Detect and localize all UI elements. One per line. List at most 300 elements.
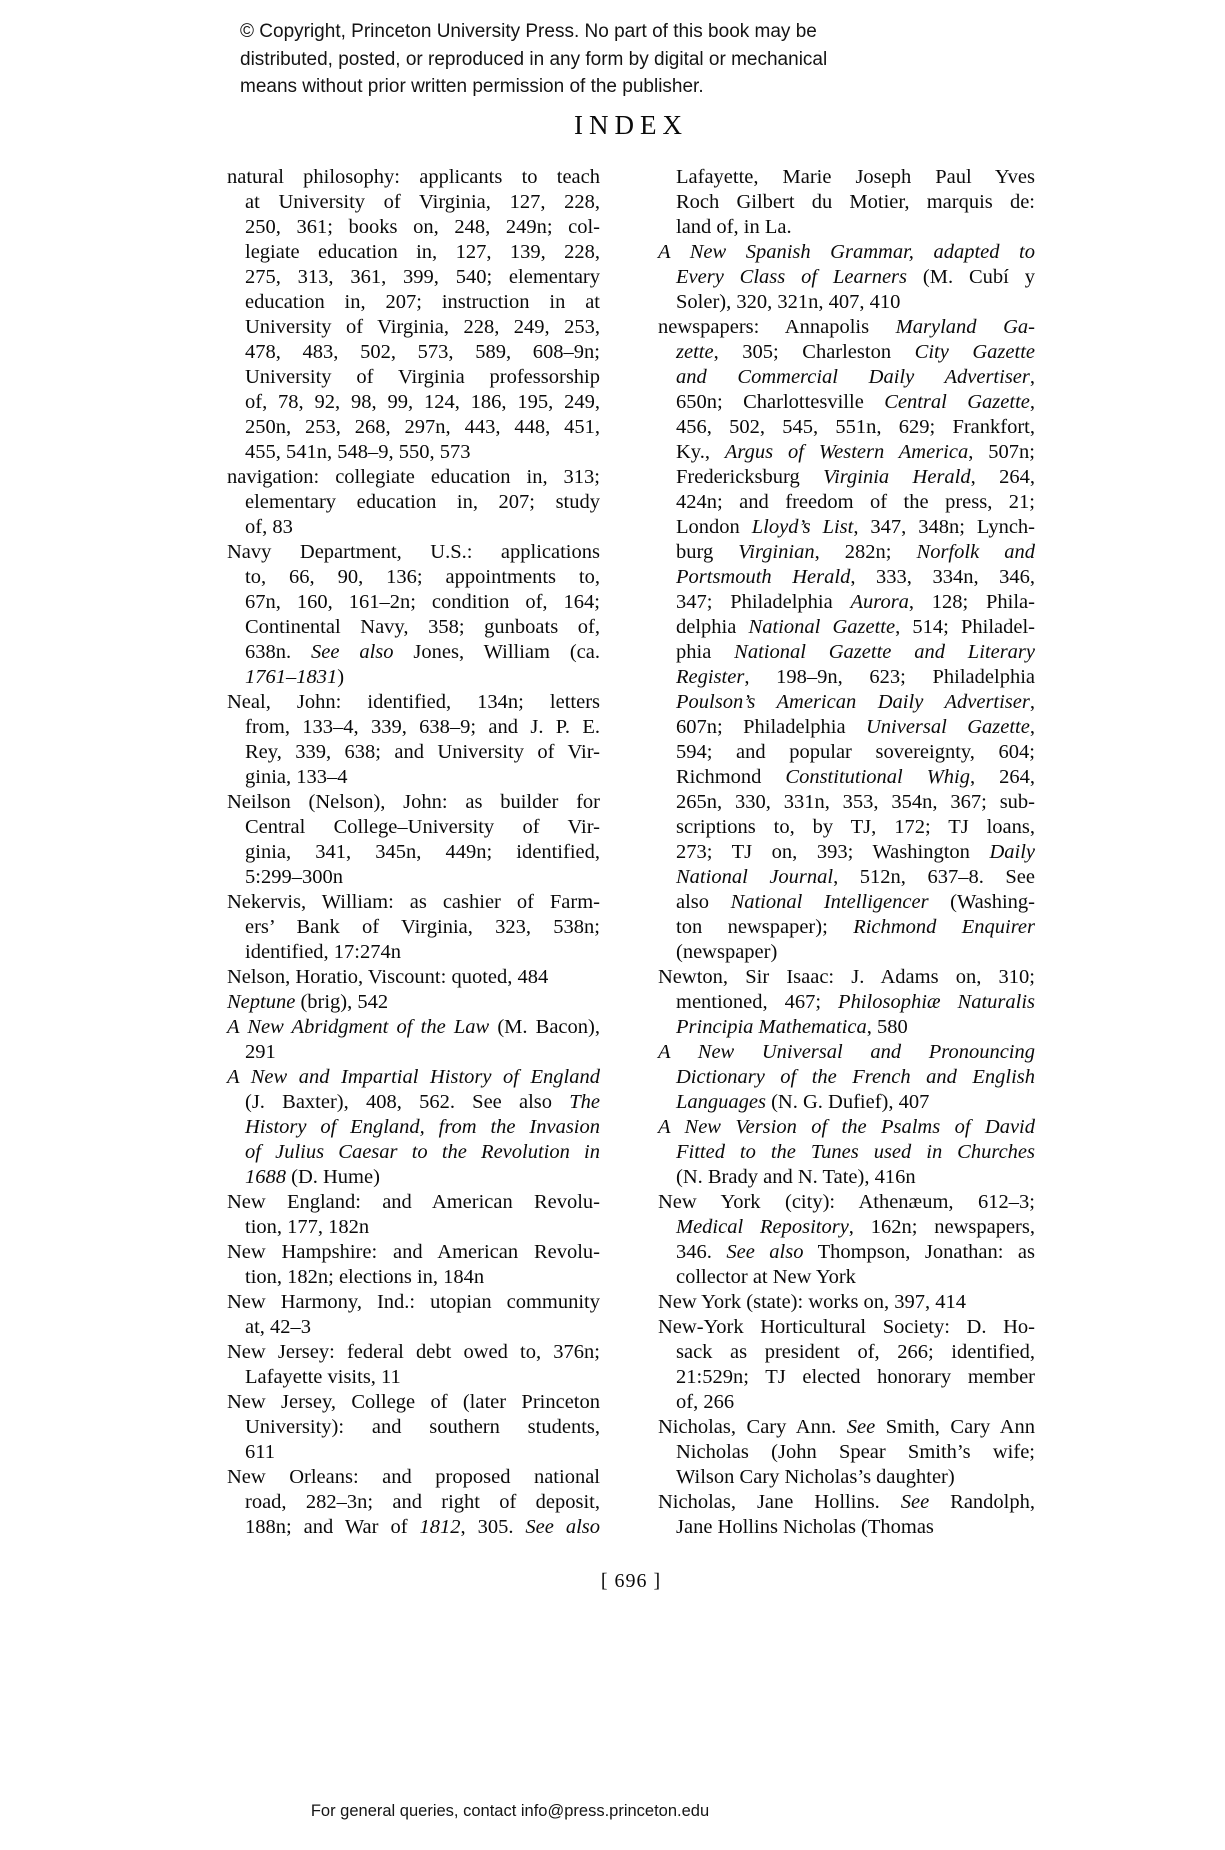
index-text: , 282n; — [814, 541, 917, 563]
index-line — [227, 1240, 600, 1265]
index-text: , 580 — [866, 1016, 908, 1038]
index-line — [658, 790, 1035, 815]
index-text: New England: and American Revolu- — [227, 1191, 600, 1213]
index-line — [227, 640, 600, 665]
index-text: 455, 541n, 548–9, 550, 573 — [245, 441, 471, 463]
index-line — [227, 515, 600, 540]
index-entry — [658, 965, 1035, 1040]
index-text-italic: National Intelligencer — [730, 891, 929, 913]
index-text: (Washing- — [928, 891, 1036, 913]
index-line — [227, 1065, 600, 1090]
index-text: University of Virginia, 228, 249, 253, — [245, 316, 600, 338]
index-text: , 198–9n, 623; Philadelphia — [744, 666, 1035, 688]
index-text: (N. G. Dufief), 407 — [765, 1091, 930, 1113]
index-entry — [227, 1190, 600, 1240]
index-line — [658, 215, 1035, 240]
index-text: road, 282–3n; and right of deposit, — [245, 1491, 600, 1513]
index-line — [227, 1040, 600, 1065]
index-line — [658, 490, 1035, 515]
index-text-italic: Argus of Western America — [724, 441, 969, 463]
index-text: Neilson (Nelson), John: as builder for — [227, 791, 600, 813]
index-text: Ky., — [676, 441, 725, 463]
index-text: also — [676, 891, 731, 913]
index-text: Smith, Cary Ann — [875, 1416, 1035, 1438]
index-line — [227, 365, 600, 390]
index-text-italic: Poulson’s American Daily Advertiser — [676, 691, 1030, 713]
footer-contact: For general queries, contact info@press.princeton.edu — [310, 1802, 710, 1820]
index-text: mentioned, 467; — [676, 991, 839, 1013]
index-text: Jane Hollins Nicholas (Thomas — [676, 1516, 934, 1538]
index-text-italic: Universal Gazette — [865, 716, 1030, 738]
index-text: Nelson, Horatio, Viscount: quoted, 484 — [227, 966, 549, 988]
index-entry — [227, 965, 600, 990]
index-text-italic: History of England, from the Invasion — [245, 1116, 600, 1138]
index-entry — [227, 540, 600, 690]
index-text: of, 266 — [676, 1391, 735, 1413]
index-text: , 305. — [460, 1516, 526, 1538]
index-text: Navy Department, U.S.: applications — [227, 541, 600, 563]
index-text-italic: Richmond Enquirer — [853, 916, 1035, 938]
index-line — [227, 1140, 600, 1165]
index-line — [227, 1365, 600, 1390]
index-text: phia — [676, 641, 735, 663]
index-text: Nicholas, Cary Ann. — [658, 1416, 847, 1438]
index-line — [658, 915, 1035, 940]
index-text: of, 78, 92, 98, 99, 124, 186, 195, 249, — [245, 391, 600, 413]
index-text: newspapers: Annapolis — [658, 316, 896, 338]
index-line — [227, 815, 600, 840]
index-line — [658, 1415, 1035, 1440]
index-line — [658, 1065, 1035, 1090]
index-text-italic: See — [846, 1416, 876, 1438]
index-line — [227, 440, 600, 465]
index-text-italic: 1688 — [245, 1166, 286, 1188]
index-entry — [658, 1415, 1035, 1490]
index-line — [227, 1465, 600, 1490]
index-line — [658, 1140, 1035, 1165]
index-line — [658, 1290, 1035, 1315]
index-text: New Hampshire: and American Revolu- — [227, 1241, 600, 1263]
index-text: Jones, William (ca. — [393, 641, 600, 663]
index-line — [227, 1165, 600, 1190]
index-text-italic: 1812 — [419, 1516, 461, 1538]
index-line — [658, 1465, 1035, 1490]
index-text: 265n, 330, 331n, 353, 354n, 367; sub- — [676, 791, 1035, 813]
index-text: 67n, 160, 161–2n; condition of, 164; — [245, 591, 600, 613]
index-text: 638n. — [245, 641, 312, 663]
index-line — [227, 915, 600, 940]
index-line — [227, 290, 600, 315]
index-text: ginia, 133–4 — [245, 766, 348, 788]
index-line — [658, 1440, 1035, 1465]
index-entry — [227, 465, 600, 540]
index-text: , 305; Charleston — [713, 341, 915, 363]
index-line — [227, 540, 600, 565]
index-text-italic: Virginian — [738, 541, 815, 563]
index-text: 21:529n; TJ elected honorary member — [676, 1366, 1035, 1388]
index-text: University): and southern students, — [245, 1416, 600, 1438]
index-line — [227, 465, 600, 490]
index-line — [658, 1190, 1035, 1215]
index-text-italic: Fitted to the Tunes used in Churches — [676, 1141, 1035, 1163]
index-line — [658, 165, 1035, 190]
index-line — [658, 990, 1035, 1015]
index-text: 478, 483, 502, 573, 589, 608–9n; — [245, 341, 600, 363]
index-line — [227, 1390, 600, 1415]
index-text-italic: Maryland Ga- — [895, 316, 1035, 338]
index-line — [658, 1215, 1035, 1240]
index-text-italic: Principia Mathematica — [676, 1016, 867, 1038]
copyright-line: © Copyright, Princeton University Press. No part of this book may be — [240, 21, 817, 42]
index-line — [658, 940, 1035, 965]
index-text: 273; TJ on, 393; Washington — [676, 841, 990, 863]
index-line — [227, 165, 600, 190]
index-line — [227, 965, 600, 990]
index-entry — [227, 1065, 600, 1190]
index-text: burg — [676, 541, 739, 563]
index-text-italic: A New Abridgment of the Law — [227, 1016, 490, 1038]
index-text: elementary education in, 207; study — [245, 491, 600, 513]
index-column-right — [658, 165, 1035, 1540]
index-line — [227, 1490, 600, 1515]
index-text-italic: zette — [676, 341, 714, 363]
index-text-italic: Portsmouth Herald — [676, 566, 851, 588]
index-text-italic: The — [569, 1091, 600, 1113]
index-line — [227, 315, 600, 340]
index-text: legiate education in, 127, 139, 228, — [245, 241, 600, 263]
index-entry — [658, 1190, 1035, 1290]
index-entry — [658, 165, 1035, 240]
index-text: collector at New York — [676, 1266, 856, 1288]
index-entry — [227, 1340, 600, 1390]
index-text: Soler), 320, 321n, 407, 410 — [676, 291, 901, 313]
index-line — [227, 990, 600, 1015]
index-text: New Jersey, College of (later Princeton — [227, 1391, 600, 1413]
index-line — [227, 490, 600, 515]
index-text: tion, 177, 182n — [245, 1216, 370, 1238]
index-text: University of Virginia professorship — [245, 366, 600, 388]
index-text-italic: Neptune — [227, 991, 296, 1013]
index-text: Wilson Cary Nicholas’s daughter) — [676, 1466, 955, 1488]
index-line — [658, 590, 1035, 615]
index-text: 188n; and War of — [245, 1516, 420, 1538]
index-text: tion, 182n; elections in, 184n — [245, 1266, 485, 1288]
index-text: , 162n; newspapers, — [848, 1216, 1035, 1238]
index-text: 250, 361; books on, 248, 249n; col- — [245, 216, 600, 238]
index-text: New York (city): Athenæum, 612–3; — [658, 1191, 1035, 1213]
index-text: ginia, 341, 345n, 449n; identified, — [245, 841, 600, 863]
index-text: Neal, John: identified, 134n; letters — [227, 691, 600, 713]
index-text: ) — [337, 666, 345, 688]
index-line — [227, 1290, 600, 1315]
index-line — [658, 1015, 1035, 1040]
index-line — [227, 1415, 600, 1440]
index-text: sack as president of, 266; identified, — [676, 1341, 1035, 1363]
index-text: New Jersey: federal debt owed to, 376n; — [227, 1341, 600, 1363]
index-line — [227, 615, 600, 640]
index-text-italic: City Gazette — [914, 341, 1035, 363]
index-line — [227, 690, 600, 715]
index-text: New Orleans: and proposed national — [227, 1466, 600, 1488]
index-line — [658, 740, 1035, 765]
index-entry — [658, 315, 1035, 965]
index-text-italic: Constitutional Whig — [785, 766, 970, 788]
index-line — [658, 265, 1035, 290]
index-text-italic: Dictionary of the French and English — [676, 1066, 1035, 1088]
index-entry — [227, 1390, 600, 1465]
index-text: land of, in La. — [676, 216, 792, 238]
index-line — [658, 1240, 1035, 1265]
index-line — [227, 1190, 600, 1215]
index-text-italic: A New Spanish Grammar, adapted to — [658, 241, 1035, 263]
index-line — [658, 640, 1035, 665]
index-text: , 333, 334n, 346, — [850, 566, 1035, 588]
index-text: (J. Baxter), 408, 562. See also — [245, 1091, 570, 1113]
index-text: (N. Brady and N. Tate), 416n — [676, 1166, 916, 1188]
index-text: , 512n, 637–8. See — [833, 866, 1035, 888]
index-line — [658, 890, 1035, 915]
index-line — [658, 840, 1035, 865]
index-text: 275, 313, 361, 399, 540; elementary — [245, 266, 600, 288]
index-text-italic: Central Gazette — [884, 391, 1030, 413]
index-text: , 128; Phila- — [908, 591, 1035, 613]
index-text: education in, 207; instruction in at — [245, 291, 600, 313]
index-line — [658, 1315, 1035, 1340]
index-text: to, 66, 90, 136; appointments to, — [245, 566, 600, 588]
index-text-italic: See also — [726, 1241, 804, 1263]
index-text: Randolph, — [929, 1491, 1036, 1513]
index-text: 594; and popular sovereignty, 604; — [676, 741, 1035, 763]
index-line — [658, 690, 1035, 715]
index-line — [227, 940, 600, 965]
index-text: Thompson, Jonathan: as — [803, 1241, 1036, 1263]
index-line — [227, 590, 600, 615]
index-entry — [658, 1290, 1035, 1315]
index-text: New-York Horticultural Society: D. Ho- — [658, 1316, 1035, 1338]
index-text: 607n; Philadelphia — [676, 716, 866, 738]
index-text: Fredericksburg — [676, 466, 824, 488]
index-line — [658, 465, 1035, 490]
index-text-italic: Register — [676, 666, 745, 688]
index-entry — [658, 240, 1035, 315]
index-line — [658, 390, 1035, 415]
index-text: Continental Navy, 358; gunboats of, — [245, 616, 600, 638]
index-text-italic: of Julius Caesar to the Revolution in — [245, 1141, 600, 1163]
index-text-italic: Medical Repository — [676, 1216, 849, 1238]
index-text-italic: Philosophiæ Naturalis — [838, 991, 1035, 1013]
index-line — [227, 765, 600, 790]
index-line — [658, 515, 1035, 540]
index-entry — [227, 1015, 600, 1065]
index-entry — [227, 1465, 600, 1540]
index-line — [658, 965, 1035, 990]
index-text: Nicholas (John Spear Smith’s wife; — [676, 1441, 1035, 1463]
index-line — [658, 565, 1035, 590]
index-line — [227, 1090, 600, 1115]
index-line — [227, 565, 600, 590]
index-text: ton newspaper); — [676, 916, 854, 938]
index-line — [227, 1265, 600, 1290]
index-text: , 264, — [970, 766, 1035, 788]
index-line — [227, 340, 600, 365]
index-entry — [658, 1490, 1035, 1540]
index-text-italic: A New Universal and Pronouncing — [658, 1041, 1035, 1063]
index-entry — [658, 1040, 1035, 1115]
index-line — [227, 890, 600, 915]
index-line — [658, 365, 1035, 390]
index-entry — [227, 165, 600, 465]
index-entry — [227, 990, 600, 1015]
index-line — [658, 1515, 1035, 1540]
index-text: natural philosophy: applicants to teach — [227, 166, 600, 188]
index-text: 291 — [245, 1041, 276, 1063]
index-line — [227, 740, 600, 765]
index-line — [227, 1015, 600, 1040]
index-line — [227, 1115, 600, 1140]
index-text: delphia — [676, 616, 749, 638]
index-line — [658, 815, 1035, 840]
index-text: (M. Bacon), — [489, 1016, 600, 1038]
index-text: , 507n; — [968, 441, 1035, 463]
index-columns — [227, 165, 1035, 1540]
index-text-italic: Lloyd’s List — [751, 516, 854, 538]
index-text-italic: National Journal — [676, 866, 834, 888]
index-text: , — [1029, 691, 1035, 713]
index-line — [658, 1090, 1035, 1115]
index-text: 456, 502, 545, 551n, 629; Frankfort, — [676, 416, 1035, 438]
index-text: at University of Virginia, 127, 228, — [245, 191, 600, 213]
index-text-italic: Aurora — [850, 591, 909, 613]
index-text: London — [676, 516, 752, 538]
index-column-left — [227, 165, 600, 1540]
index-line — [658, 1265, 1035, 1290]
index-line — [227, 790, 600, 815]
index-text: , — [1029, 716, 1035, 738]
copyright-line: distributed, posted, or reproduced in any form by digital or mechanical — [240, 48, 828, 70]
index-line — [658, 340, 1035, 365]
index-text-italic: Norfolk and — [916, 541, 1035, 563]
index-line — [658, 190, 1035, 215]
page-number: [ 696 ] — [600, 1570, 662, 1592]
index-line — [227, 865, 600, 890]
index-text: 5:299–300n — [245, 866, 343, 888]
index-text-italic: See also — [525, 1516, 601, 1538]
index-line — [227, 265, 600, 290]
index-text: Nekervis, William: as cashier of Farm- — [227, 891, 600, 913]
index-text: navigation: collegiate education in, 313; — [227, 466, 600, 488]
index-text: Rey, 339, 638; and University of Vir- — [245, 741, 600, 763]
index-line — [227, 215, 600, 240]
index-text-italic: National Gazette — [748, 616, 896, 638]
index-text: (D. Hume) — [286, 1166, 380, 1188]
index-line — [227, 715, 600, 740]
index-text: ers’ Bank of Virginia, 323, 538n; — [245, 916, 600, 938]
index-line — [658, 715, 1035, 740]
index-text-italic: 1761–1831 — [245, 666, 338, 688]
index-text-italic: A New and Impartial History of England — [227, 1066, 600, 1088]
index-text: , — [1029, 391, 1035, 413]
index-line — [227, 1340, 600, 1365]
index-text: New York (state): works on, 397, 414 — [658, 1291, 967, 1313]
index-line — [227, 415, 600, 440]
index-text-italic: Every Class of Learners — [676, 266, 908, 288]
index-line — [227, 840, 600, 865]
page-title: INDEX — [574, 110, 688, 140]
index-text: , 514; Philadel- — [895, 616, 1035, 638]
index-entry — [227, 790, 600, 890]
index-text: Richmond — [676, 766, 786, 788]
index-text: Central College–University of Vir- — [245, 816, 600, 838]
index-text: New Harmony, Ind.: utopian community — [227, 1291, 600, 1313]
index-text-italic: Languages — [676, 1091, 766, 1113]
index-line — [227, 190, 600, 215]
index-text-italic: National Gazette and Literary — [734, 641, 1035, 663]
index-line — [227, 1315, 600, 1340]
index-line — [658, 1390, 1035, 1415]
index-line — [658, 415, 1035, 440]
index-line — [658, 1365, 1035, 1390]
index-line — [658, 1165, 1035, 1190]
index-line — [658, 440, 1035, 465]
copyright-notice — [240, 18, 827, 101]
index-text: 250n, 253, 268, 297n, 443, 448, 451, — [245, 416, 600, 438]
index-text: scriptions to, by TJ, 172; TJ loans, — [676, 816, 1035, 838]
index-line — [227, 1215, 600, 1240]
index-line — [658, 540, 1035, 565]
index-text: (newspaper) — [676, 941, 778, 963]
index-text: from, 133–4, 339, 638–9; and J. P. E. — [245, 716, 600, 738]
index-line — [658, 615, 1035, 640]
index-text: Roch Gilbert du Motier, marquis de: — [676, 191, 1035, 213]
index-line — [658, 240, 1035, 265]
index-text: of, 83 — [245, 516, 293, 538]
index-text: Newton, Sir Isaac: J. Adams on, 310; — [658, 966, 1035, 988]
index-text: (brig), 542 — [295, 991, 389, 1013]
index-text: Nicholas, Jane Hollins. — [658, 1491, 901, 1513]
index-text: 650n; Charlottesville — [676, 391, 885, 413]
index-text-italic: A New Version of the Psalms of David — [658, 1116, 1035, 1138]
index-text: 346. — [676, 1241, 727, 1263]
index-text-italic: and Commercial Daily Advertiser — [676, 366, 1030, 388]
index-line — [658, 290, 1035, 315]
index-line — [227, 1440, 600, 1465]
index-entry — [658, 1115, 1035, 1190]
index-text: (M. Cubí y — [907, 266, 1035, 288]
index-text: Lafayette visits, 11 — [245, 1366, 401, 1388]
index-line — [658, 1340, 1035, 1365]
index-line — [227, 390, 600, 415]
index-text: 611 — [245, 1441, 275, 1463]
index-line — [227, 240, 600, 265]
index-text: 347; Philadelphia — [676, 591, 851, 613]
index-line — [658, 315, 1035, 340]
index-text: 424n; and freedom of the press, 21; — [676, 491, 1035, 513]
index-entry — [227, 690, 600, 790]
index-entry — [227, 1240, 600, 1290]
index-text-italic: See also — [311, 641, 394, 663]
index-line — [658, 765, 1035, 790]
index-text-italic: Virginia Herald — [823, 466, 971, 488]
index-line — [227, 1515, 600, 1540]
index-text: , 347, 348n; Lynch- — [853, 516, 1035, 538]
index-text: identified, 17:274n — [245, 941, 402, 963]
index-entry — [658, 1315, 1035, 1415]
copyright-line: means without prior written permission of the publisher. — [240, 76, 704, 97]
index-line — [658, 665, 1035, 690]
index-text: , — [1029, 366, 1035, 388]
index-text-italic: Daily — [989, 841, 1035, 863]
index-entry — [227, 890, 600, 965]
